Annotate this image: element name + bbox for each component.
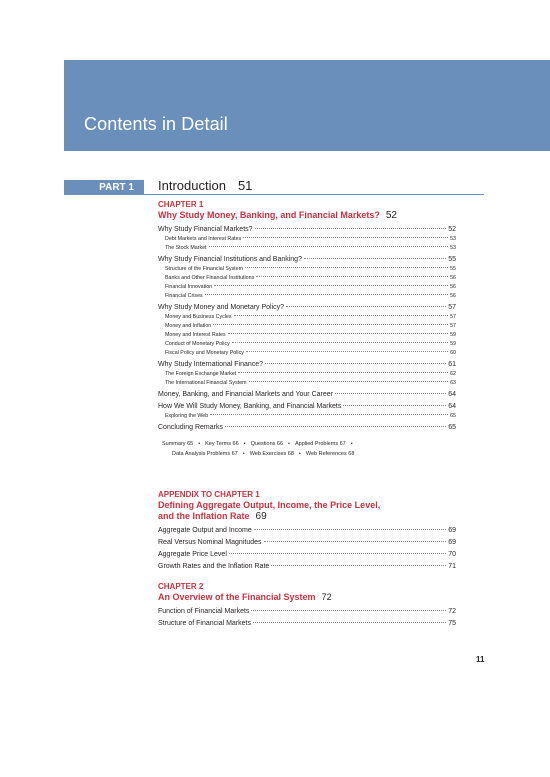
dot-leader	[304, 258, 446, 259]
toc-entry-title: Banks and Other Financial Institutions	[165, 275, 255, 281]
toc-entry-page: 63	[450, 380, 456, 386]
summary-item-label[interactable]: Data Analysis Problems	[172, 451, 231, 457]
summary-item-label[interactable]: Summary	[162, 441, 186, 447]
toc-entry-page: 53	[450, 245, 456, 251]
dot-leader	[251, 610, 446, 611]
toc-entry-page: 55	[448, 256, 456, 263]
summary-item-page: 68	[287, 451, 294, 457]
toc-entry[interactable]	[158, 359, 456, 370]
dot-leader	[243, 237, 448, 238]
dot-leader	[228, 333, 448, 334]
toc-entry-page: 60	[450, 350, 456, 356]
bullet-separator: •	[242, 451, 245, 457]
toc-entry-title: Money, Banking, and Financial Markets and Your Career	[158, 391, 333, 398]
bullet-separator: •	[198, 441, 201, 447]
appendix-section	[158, 490, 456, 572]
toc-subentry[interactable]	[158, 412, 456, 421]
toc-entry[interactable]	[158, 254, 456, 265]
toc-entry-title: Why Study Financial Markets?	[158, 226, 253, 233]
toc-entry[interactable]	[158, 224, 456, 235]
dot-leader	[209, 246, 449, 247]
toc-entry-page: 65	[450, 413, 456, 419]
part-label: PART 1	[64, 180, 144, 195]
bullet-separator: •	[288, 441, 290, 447]
appendix-page: 69	[255, 511, 267, 522]
toc-subentry[interactable]	[158, 292, 456, 301]
dot-leader	[256, 276, 448, 277]
dot-leader	[255, 228, 447, 229]
toc-entry-title: The International Financial System	[165, 380, 247, 386]
chapter-2-title	[158, 592, 456, 603]
toc-entry-title: Structure of the Financial System	[165, 266, 244, 272]
dot-leader	[213, 324, 448, 325]
toc-entry-title: The Foreign Exchange Market	[165, 371, 237, 377]
toc-entry-title: Structure of Financial Markets	[158, 620, 251, 627]
dot-leader	[265, 363, 446, 364]
toc-entry-page: 61	[448, 361, 456, 368]
toc-entry-page: 64	[448, 391, 456, 398]
toc-entry-page: 57	[448, 304, 456, 311]
part-page: 51	[237, 178, 253, 193]
toc-subentry[interactable]	[158, 370, 456, 379]
appendix-entries	[158, 525, 456, 572]
toc-entry[interactable]	[158, 401, 456, 412]
toc-entry-title: Debt Markets and Interest Rates	[165, 236, 242, 242]
toc-subentry[interactable]	[158, 274, 456, 283]
chapter-2-page: 72	[321, 592, 332, 602]
toc-subentry[interactable]	[158, 322, 456, 331]
toc-entry-page: 62	[450, 371, 456, 377]
page-number: 11	[476, 655, 485, 664]
chapter-1-section	[158, 200, 456, 459]
toc-entry-page: 72	[448, 608, 456, 615]
part-divider	[144, 194, 484, 195]
toc-subentry[interactable]	[158, 313, 456, 322]
toc-entry-title: Exploring the Web	[165, 413, 209, 419]
summary-item-page: 66	[232, 441, 239, 447]
toc-entry-title: Aggregate Price Level	[158, 551, 227, 558]
toc-entry[interactable]	[158, 618, 456, 629]
toc-entry-title: Financial Innovation	[165, 284, 213, 290]
dot-leader	[343, 405, 446, 406]
dot-leader	[210, 414, 448, 415]
toc-entry-page: 71	[448, 563, 456, 570]
toc-entry[interactable]	[158, 606, 456, 617]
chapter-1-summary	[158, 439, 456, 459]
toc-entry-page: 56	[450, 275, 456, 281]
toc-entry[interactable]	[158, 537, 456, 548]
toc-entry-title: Why Study Money and Monetary Policy?	[158, 304, 285, 311]
toc-subentry[interactable]	[158, 340, 456, 349]
toc-subentry[interactable]	[158, 379, 456, 388]
toc-entry-title: Function of Financial Markets	[158, 608, 250, 615]
chapter-page: 52	[385, 210, 397, 221]
toc-entry-page: 55	[450, 266, 456, 272]
summary-item-page: 66	[276, 441, 284, 447]
toc-subentry[interactable]	[158, 283, 456, 292]
summary-item-page: 67	[231, 451, 238, 457]
dot-leader	[214, 285, 448, 286]
chapter-title	[158, 210, 456, 221]
part-title: Introduction	[158, 178, 226, 193]
toc-entry-title: Why Study Financial Institutions and Banking?	[158, 256, 302, 263]
dot-leader	[264, 541, 447, 542]
dot-leader	[245, 267, 448, 268]
toc-entry-page: 65	[448, 424, 456, 431]
part-title-line	[158, 178, 252, 193]
chapter-2-label: CHAPTER 2	[158, 582, 204, 591]
toc-entry-page: 57	[450, 314, 456, 320]
toc-entry[interactable]	[158, 525, 456, 536]
chapter-2-section	[158, 582, 456, 629]
toc-entry-title: Aggregate Output and Income	[158, 527, 252, 534]
toc-entry-page: 53	[450, 236, 456, 242]
toc-entry-title: Fiscal Policy and Monetary Policy	[165, 350, 244, 356]
toc-entry-page: 56	[450, 284, 456, 290]
toc-entry-page: 64	[448, 403, 456, 410]
toc-entry-page: 56	[450, 293, 456, 299]
toc-entry-page: 59	[450, 332, 456, 338]
toc-entry[interactable]	[158, 422, 456, 433]
toc-entry[interactable]	[158, 389, 456, 400]
dot-leader	[234, 315, 449, 316]
summary-item-page: 67	[339, 441, 346, 447]
appendix-title-line-1: Defining Aggregate Output, Income, the Price Level,	[158, 500, 381, 510]
dot-leader	[225, 426, 446, 427]
chapter-label: CHAPTER 1	[158, 200, 204, 209]
summary-item-label[interactable]: Applied Problems	[294, 441, 339, 447]
dot-leader	[238, 372, 448, 373]
toc-entry-title: Financial Crises	[165, 293, 203, 299]
toc-entry-page: 69	[448, 527, 456, 534]
toc-entry-page: 70	[448, 551, 456, 558]
summary-line-2	[158, 449, 456, 459]
toc-entry-page: 75	[448, 620, 456, 627]
page-title: Contents in Detail	[84, 114, 228, 134]
summary-line-1	[158, 439, 456, 449]
toc-subentry[interactable]	[158, 265, 456, 274]
summary-item-page: 65	[187, 441, 194, 447]
header-banner	[64, 60, 550, 151]
toc-entry[interactable]	[158, 549, 456, 560]
toc-entry-page: 69	[448, 539, 456, 546]
chapter-title-text: Why Study Money, Banking, and Financial Markets?	[158, 210, 380, 220]
summary-item-label[interactable]: Key Terms	[205, 441, 232, 447]
toc-entry-title: The Stock Market	[165, 245, 207, 251]
toc-entry[interactable]	[158, 561, 456, 572]
toc-entry-title: Money and Business Cycles	[165, 314, 232, 320]
toc-subentry[interactable]	[158, 235, 456, 244]
toc-entry-title: How We Will Study Money, Banking, and Financial Markets	[158, 403, 342, 410]
summary-item-label[interactable]: Web References	[305, 451, 347, 457]
toc-entry-page: 52	[448, 226, 456, 233]
toc-subentry[interactable]	[158, 331, 456, 340]
appendix-label: APPENDIX TO CHAPTER 1	[158, 490, 260, 499]
dot-leader	[249, 381, 449, 382]
summary-item-page: 68	[348, 451, 355, 457]
dot-leader	[335, 393, 446, 394]
chapter-2-entries	[158, 606, 456, 629]
summary-item-label[interactable]: Web Exercises	[249, 451, 287, 457]
toc-entry-title: Money and Inflation	[165, 323, 212, 329]
appendix-title-line-2	[158, 511, 456, 522]
dot-leader	[286, 306, 446, 307]
toc-entry-title: Money and Interest Rates	[165, 332, 226, 338]
toc-entry-title: Concluding Remarks	[158, 424, 223, 431]
toc-entry-title: Why Study International Finance?	[158, 361, 264, 368]
dot-leader	[254, 529, 446, 530]
summary-item-label[interactable]: Questions	[250, 441, 276, 447]
dot-leader	[246, 351, 448, 352]
toc-entry-title: Growth Rates and the Inflation Rate	[158, 563, 270, 570]
bullet-separator: •	[243, 441, 246, 447]
toc-entry[interactable]	[158, 302, 456, 313]
dot-leader	[229, 553, 446, 554]
toc-entry-page: 59	[450, 341, 456, 347]
toc-subentry[interactable]	[158, 349, 456, 358]
toc-subentry[interactable]	[158, 244, 456, 253]
dot-leader	[232, 342, 448, 343]
chapter-1-entries	[158, 224, 456, 433]
dot-leader	[253, 622, 446, 623]
toc-entry-page: 57	[450, 323, 456, 329]
toc-entry-title: Real Versus Nominal Magnitudes	[158, 539, 262, 546]
chapter-2-title-text: An Overview of the Financial System	[158, 592, 316, 602]
toc-entry-title: Conduct of Monetary Policy	[165, 341, 230, 347]
bullet-separator: •	[350, 441, 353, 447]
bullet-separator: •	[298, 451, 301, 457]
appendix-title-text: and the Inflation Rate	[158, 511, 250, 521]
dot-leader	[271, 565, 446, 566]
dot-leader	[205, 294, 448, 295]
